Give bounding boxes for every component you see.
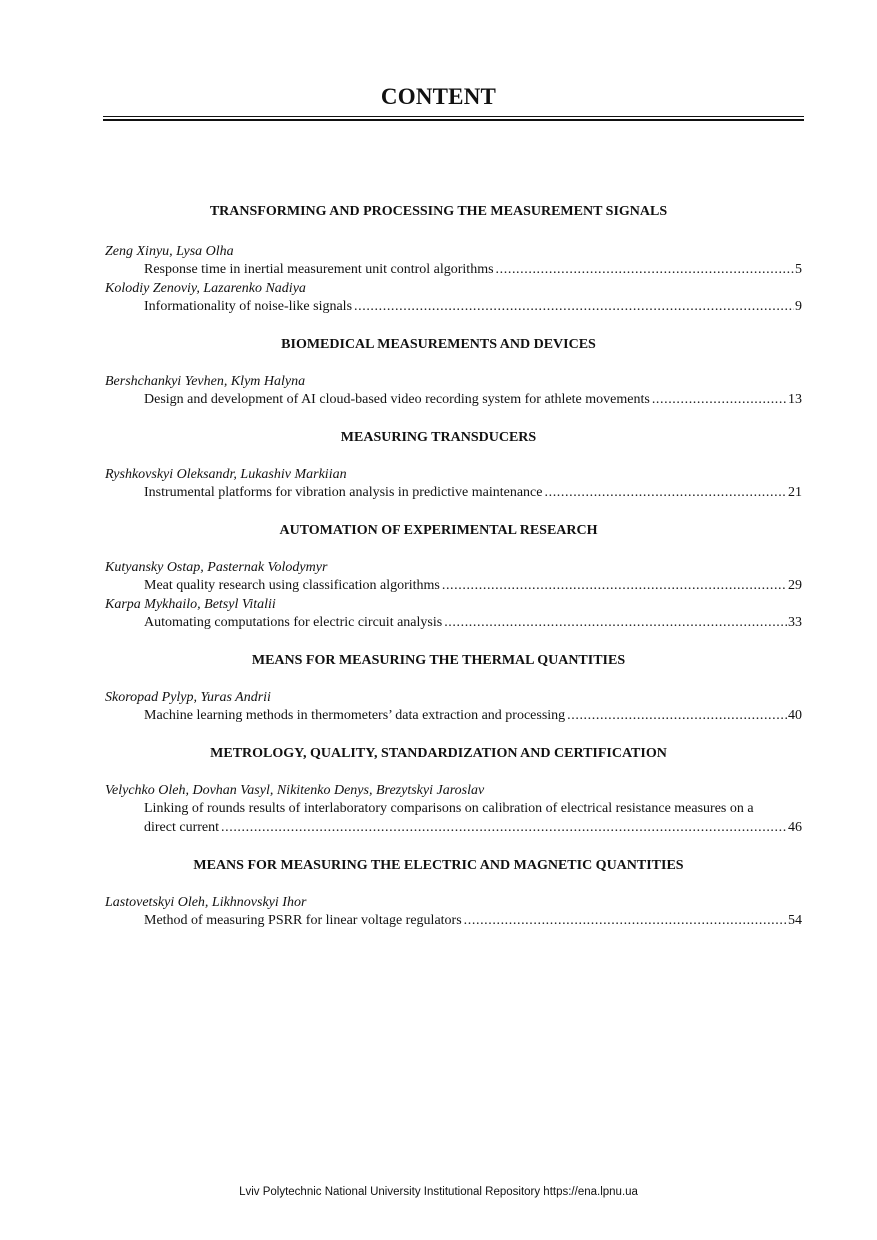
entry-authors: Kolodiy Zenoviy, Lazarenko Nadiya [105,281,306,296]
entry-authors: Ryshkovskyi Oleksandr, Lukashiv Markiian [105,467,347,482]
section-heading: AUTOMATION OF EXPERIMENTAL RESEARCH [279,523,598,538]
entry-page-number: 54 [788,913,802,928]
entry-title: Meat quality research using classification algorithms [144,578,440,593]
section-heading: TRANSFORMING AND PROCESSING THE MEASUREMENT SIGNALS [209,204,668,219]
entry-page-number: 40 [788,708,802,723]
toc-entry-link[interactable] [144,298,802,316]
title-rule-thick [103,119,804,121]
toc-entry-link[interactable] [144,614,802,632]
toc-entry-link[interactable] [144,912,802,930]
dot-leader [652,391,787,409]
section-heading: METROLOGY, QUALITY, STANDARDIZATION AND CERTIFICATION [210,746,667,761]
entry-title: Informationality of noise-like signals [144,299,353,314]
dot-leader [496,261,794,279]
entry-authors: Lastovetskyi Oleh, Likhnovskyi Ihor [105,895,307,910]
toc-entry-link[interactable] [144,484,802,502]
page-title: CONTENT [380,84,497,109]
toc-entry-link[interactable] [144,261,802,279]
entry-page-number: 13 [788,392,802,407]
title-double-rule [103,116,804,122]
entry-title: Method of measuring PSRR for linear voltage regulators [144,913,462,928]
entry-authors: Zeng Xinyu, Lysa Olha [105,244,234,259]
entry-page-number: 46 [788,820,802,835]
entry-page-number: 29 [788,578,802,593]
entry-title: Instrumental platforms for vibration analysis in predictive maintenance [144,485,543,500]
section-heading: MEASURING TRANSDUCERS [340,430,537,445]
entry-title: Design and development of AI cloud-based video recording system for athlete movements [144,392,650,407]
entry-page-number: 5 [795,262,802,277]
entry-authors: Bershchankyi Yevhen, Klym Halyna [105,374,306,389]
toc-entry-link[interactable] [144,819,802,837]
dot-leader [442,577,787,595]
entry-title: Response time in inertial measurement unit control algorithms [144,262,494,277]
entry-authors: Karpa Mykhailo, Betsyl Vitalii [105,597,276,612]
dot-leader [545,484,788,502]
entry-authors: Skoropad Pylyp, Yuras Andrii [105,690,271,705]
entry-title-line[interactable]: Linking of rounds results of interlaboratory comparisons on calibration of electrical resistance measures on a [144,801,754,816]
entry-page-number: 9 [795,299,802,314]
dot-leader [354,298,794,316]
section-heading: MEANS FOR MEASURING THE ELECTRIC AND MAGNETIC QUANTITIES [193,858,684,873]
entry-authors: Kutyansky Ostap, Pasternak Volodymyr [105,560,328,575]
section-heading: BIOMEDICAL MEASUREMENTS AND DEVICES [281,337,596,352]
dot-leader [567,707,787,725]
title-rule-thin [103,116,804,117]
toc-entry-link[interactable] [144,577,802,595]
entry-title: Automating computations for electric circuit analysis [144,615,443,630]
dot-leader [464,912,787,930]
section-heading: MEANS FOR MEASURING THE THERMAL QUANTITIES [251,653,626,668]
dot-leader [444,614,787,632]
toc-entry-link[interactable] [144,707,802,725]
toc-entry-link[interactable] [144,391,802,409]
dot-leader [221,819,787,837]
entry-page-number: 33 [788,615,802,630]
entry-authors: Velychko Oleh, Dovhan Vasyl, Nikitenko Denys, Brezytskyi Jaroslav [105,783,485,798]
entry-title: Machine learning methods in thermometers’ data extraction and processing [144,708,566,723]
entry-page-number: 21 [788,485,802,500]
entry-title: direct current [144,820,220,835]
repository-footer: Lviv Polytechnic National University Institutional Repository https://ena.lpnu.ua [239,1186,638,1198]
